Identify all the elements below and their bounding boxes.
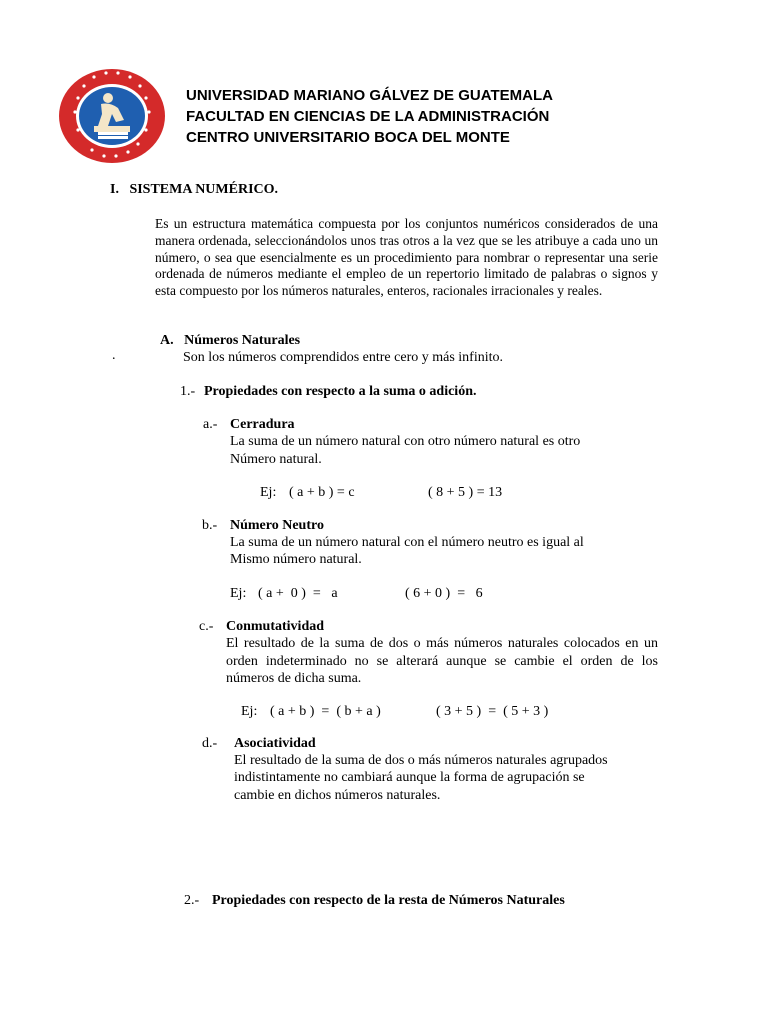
item-a-line2: Número natural. [230, 452, 322, 467]
prop1-number: 1.- [180, 384, 196, 399]
item-d-line2: indistintamente no cambiará aunque la forma de agrupación se [234, 770, 585, 785]
section-heading: I. SISTEMA NUMÉRICO. [110, 182, 279, 197]
item-c-letter: c.- [199, 619, 214, 634]
subsection-heading: A. Números Naturales [160, 333, 301, 348]
item-b-line2: Mismo número natural. [230, 552, 362, 567]
university-seal [58, 68, 166, 164]
prop1-title: Propiedades con respecto a la suma o adición. [204, 384, 477, 399]
stray-dot: . [112, 348, 116, 363]
item-a-example-label: Ej: [260, 485, 277, 500]
item-c-text: El resultado de la suma de dos o más números naturales colocados en un orden indeterminado no se alterará aunque se cambie el orden de los números de dicha suma. [226, 636, 658, 686]
header-faculty: FACULTAD EN CIENCIAS DE LA ADMINISTRACIÓN [186, 108, 550, 125]
item-a-line1: La suma de un número natural con otro número natural es otro [230, 434, 581, 449]
section-paragraph: Es un estructura matemática compuesta por los conjuntos numéricos considerados de una manera ordenada, seleccionándolos unos tras otros a la vez que se les atribuye a cada uno un número, o sea que esencialmente es un procedimiento para nombrar o representar una serie ordenada de números mediante el empleo de un repertorio limitado de palabras o signos y esta compuesto por los números naturales, enteros, racionales irracionales y reales. [155, 216, 658, 299]
item-b-letter: b.- [202, 518, 218, 533]
item-c-example-numeric: ( 3 + 5 ) = ( 5 + 3 ) [436, 704, 549, 719]
item-c-example-formula: ( a + b ) = ( b + a ) [270, 704, 381, 719]
item-d-line3: cambie en dichos números naturales. [234, 788, 441, 803]
item-a-example-formula: ( a + b ) = c [289, 485, 355, 500]
header-university: UNIVERSIDAD MARIANO GÁLVEZ DE GUATEMALA [186, 87, 553, 104]
item-c-title: Conmutatividad [226, 619, 325, 634]
item-d-title: Asociatividad [234, 736, 316, 751]
item-a-title: Cerradura [230, 417, 295, 432]
item-b-example-numeric: ( 6 + 0 ) = 6 [405, 586, 483, 601]
subsection-description: Son los números comprendidos entre cero y más infinito. [183, 350, 503, 365]
item-b-title: Número Neutro [230, 518, 324, 533]
item-c-example-label: Ej: [241, 704, 258, 719]
header-center: CENTRO UNIVERSITARIO BOCA DEL MONTE [186, 129, 510, 146]
prop2-title: Propiedades con respecto de la resta de Números Naturales [212, 893, 565, 908]
item-d-line1: El resultado de la suma de dos o más números naturales agrupados [234, 753, 608, 768]
item-b-line1: La suma de un número natural con el número neutro es igual al [230, 535, 584, 550]
prop2-number: 2.- [184, 893, 200, 908]
item-b-example-label: Ej: [230, 586, 247, 601]
item-a-example-numeric: ( 8 + 5 ) = 13 [428, 485, 503, 500]
item-b-example-formula: ( a + 0 ) = a [258, 586, 338, 601]
item-a-letter: a.- [203, 417, 218, 432]
item-d-letter: d.- [202, 736, 218, 751]
